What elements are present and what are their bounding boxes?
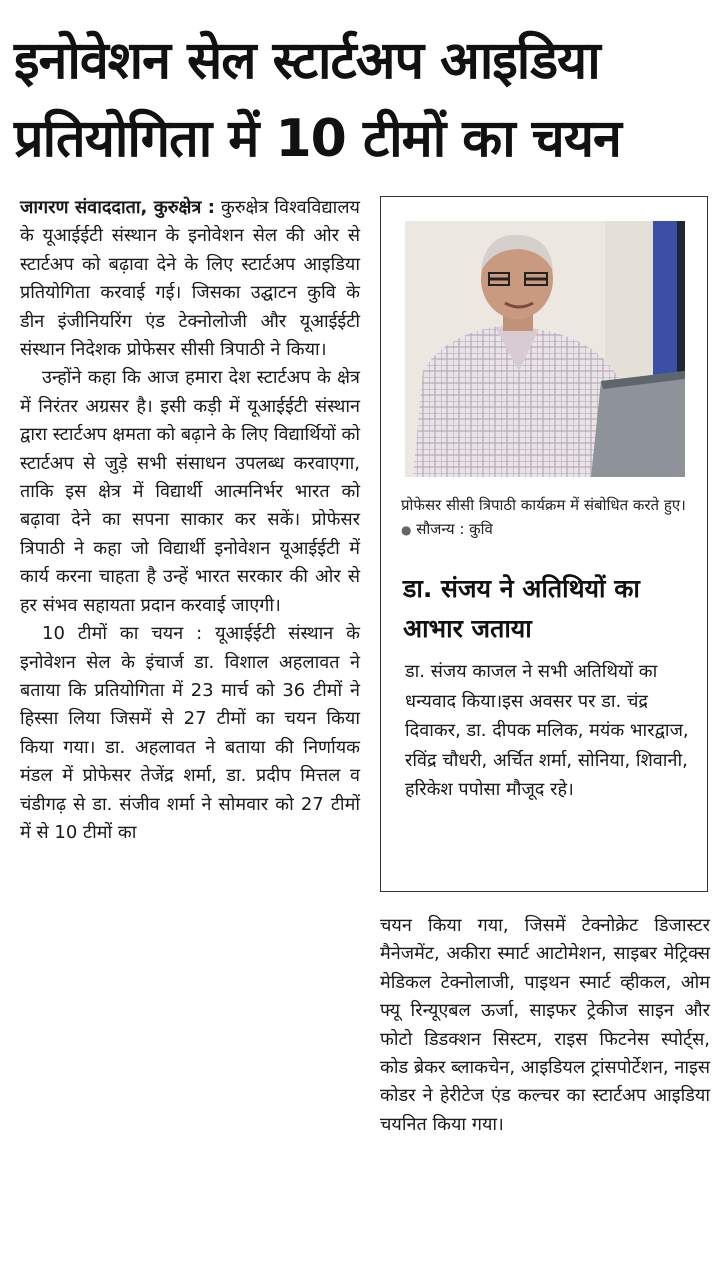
article-paragraph-3: 10 टीमों का चयन : यूआईईटी संस्थान के इनोवेशन सेल के इंचार्ज डा. विशाल अहलावत ने बताया कि प्रतियोगिता में 23 मार्च को 36 टीमों ने हिस्सा लिया जिसमें से 27 टीमों का चयन किया किया गया। डा. अहलावत ने बताया की निर्णायक मंडल में प्रोफेसर तेजेंद्र शर्मा, डा. प्रदीप मित्तल व चंडीगढ़ से डा. संजीव शर्मा ने सोमवार को 27 टीमों में से 10 टीमों का <box>20 623 360 843</box>
speaker-photo <box>405 221 685 477</box>
bullet-dot-icon: ● <box>401 523 412 537</box>
article-right-column <box>380 912 710 1139</box>
caption-text: प्रोफेसर सीसी त्रिपाठी कार्यक्रम में संबोधित करते हुए। <box>401 496 686 514</box>
sidebar-body-text: डा. संजय काजल ने सभी अतिथियों का धन्यवाद किया।इस अवसर पर डा. चंद्र दिवाकर, डा. दीपक मलिक, मयंक भारद्वाज, रविंद्र चौधरी, अर्चित शर्मा, सोनिया, शिवानी, हरिकेश पपोसा मौजूद रहे। <box>405 661 689 800</box>
sidebar-box <box>380 196 708 892</box>
speaker-photo-illustration <box>405 221 685 477</box>
paragraph-1-text: कुरुक्षेत्र विश्वविद्यालय के यूआईईटी संस्थान के इनोवेशन सेल की ओर से स्टार्टअप को बढ़ावा देने के लिए स्टार्टअप आइडिया प्रतियोगिता करवाई गई। जिसका उद्घाटन कुवि के डीन इंजीनियरिंग एंड टेक्नोलोजी और यूआईईटी संस्थान निदेशक प्रोफेसर सीसी त्रिपाठी ने किया। <box>20 197 360 361</box>
headline-line-1: इनोवेशन सेल स्टार्टअप आइडिया <box>14 31 600 91</box>
photo-credit: सौजन्य : कुवि <box>416 520 493 538</box>
article-paragraph-2: उन्होंने कहा कि आज हमारा देश स्टार्टअप के क्षेत्र में निरंतर अग्रसर है। इसी कड़ी में यूआईईटी संस्थान द्वारा स्टार्टअप क्षमता को बढ़ाने के लिए विद्यार्थियों को स्टार्टअप से जुड़े सभी संसाधन उपलब्ध करवाएगा, ताकि इस क्षेत्र में विद्यार्थी आत्मनिर्भर भारत को बढ़ावा देने का सपना साकार कर सकें। प्रोफेसर त्रिपाठी ने कहा जो विद्यार्थी इनोवेशन यूआईईटी में कार्य करना चाहता है उन्हें भारत सरकार की ओर से हर संभव सहायता प्रदान करवाई जाएगी। <box>20 367 360 616</box>
byline: जागरण संवाददाता, कुरुक्षेत्र : <box>20 197 216 218</box>
headline <box>14 22 714 178</box>
sidebar-subheadline: डा. संजय ने अतिथियों का आभार जताया <box>403 574 640 643</box>
headline-line-2: प्रतियोगिता में 10 टीमों का चयन <box>14 109 621 169</box>
article-paragraph-3-continued: चयन किया गया, जिसमें टेक्नोक्रेट डिजास्टर मैनेजमेंट, अकीरा स्मार्ट आटोमेशन, साइबर मेट्रिक्स मेडिकल टेक्नोलाजी, पाइथन स्मार्ट व्हीकल, ओम फ्यू रिन्यूएबल ऊर्जा, साइफर ट्रेकीज साइन और फोटो डिडक्शन सिस्टम, राइस फिटनेस स्पोर्ट्स, कोड ब्रेकर ब्लाकचेन, आइडियल ट्रांसपोर्टेशन, नाइस कोडर ने हेरीटेज एंड कल्चर का स्टार्टअप आइडिया चयनित किया गया। <box>380 915 710 1135</box>
article-paragraph-1 <box>20 194 360 364</box>
article-left-column <box>20 194 360 847</box>
photo-caption <box>401 493 693 542</box>
